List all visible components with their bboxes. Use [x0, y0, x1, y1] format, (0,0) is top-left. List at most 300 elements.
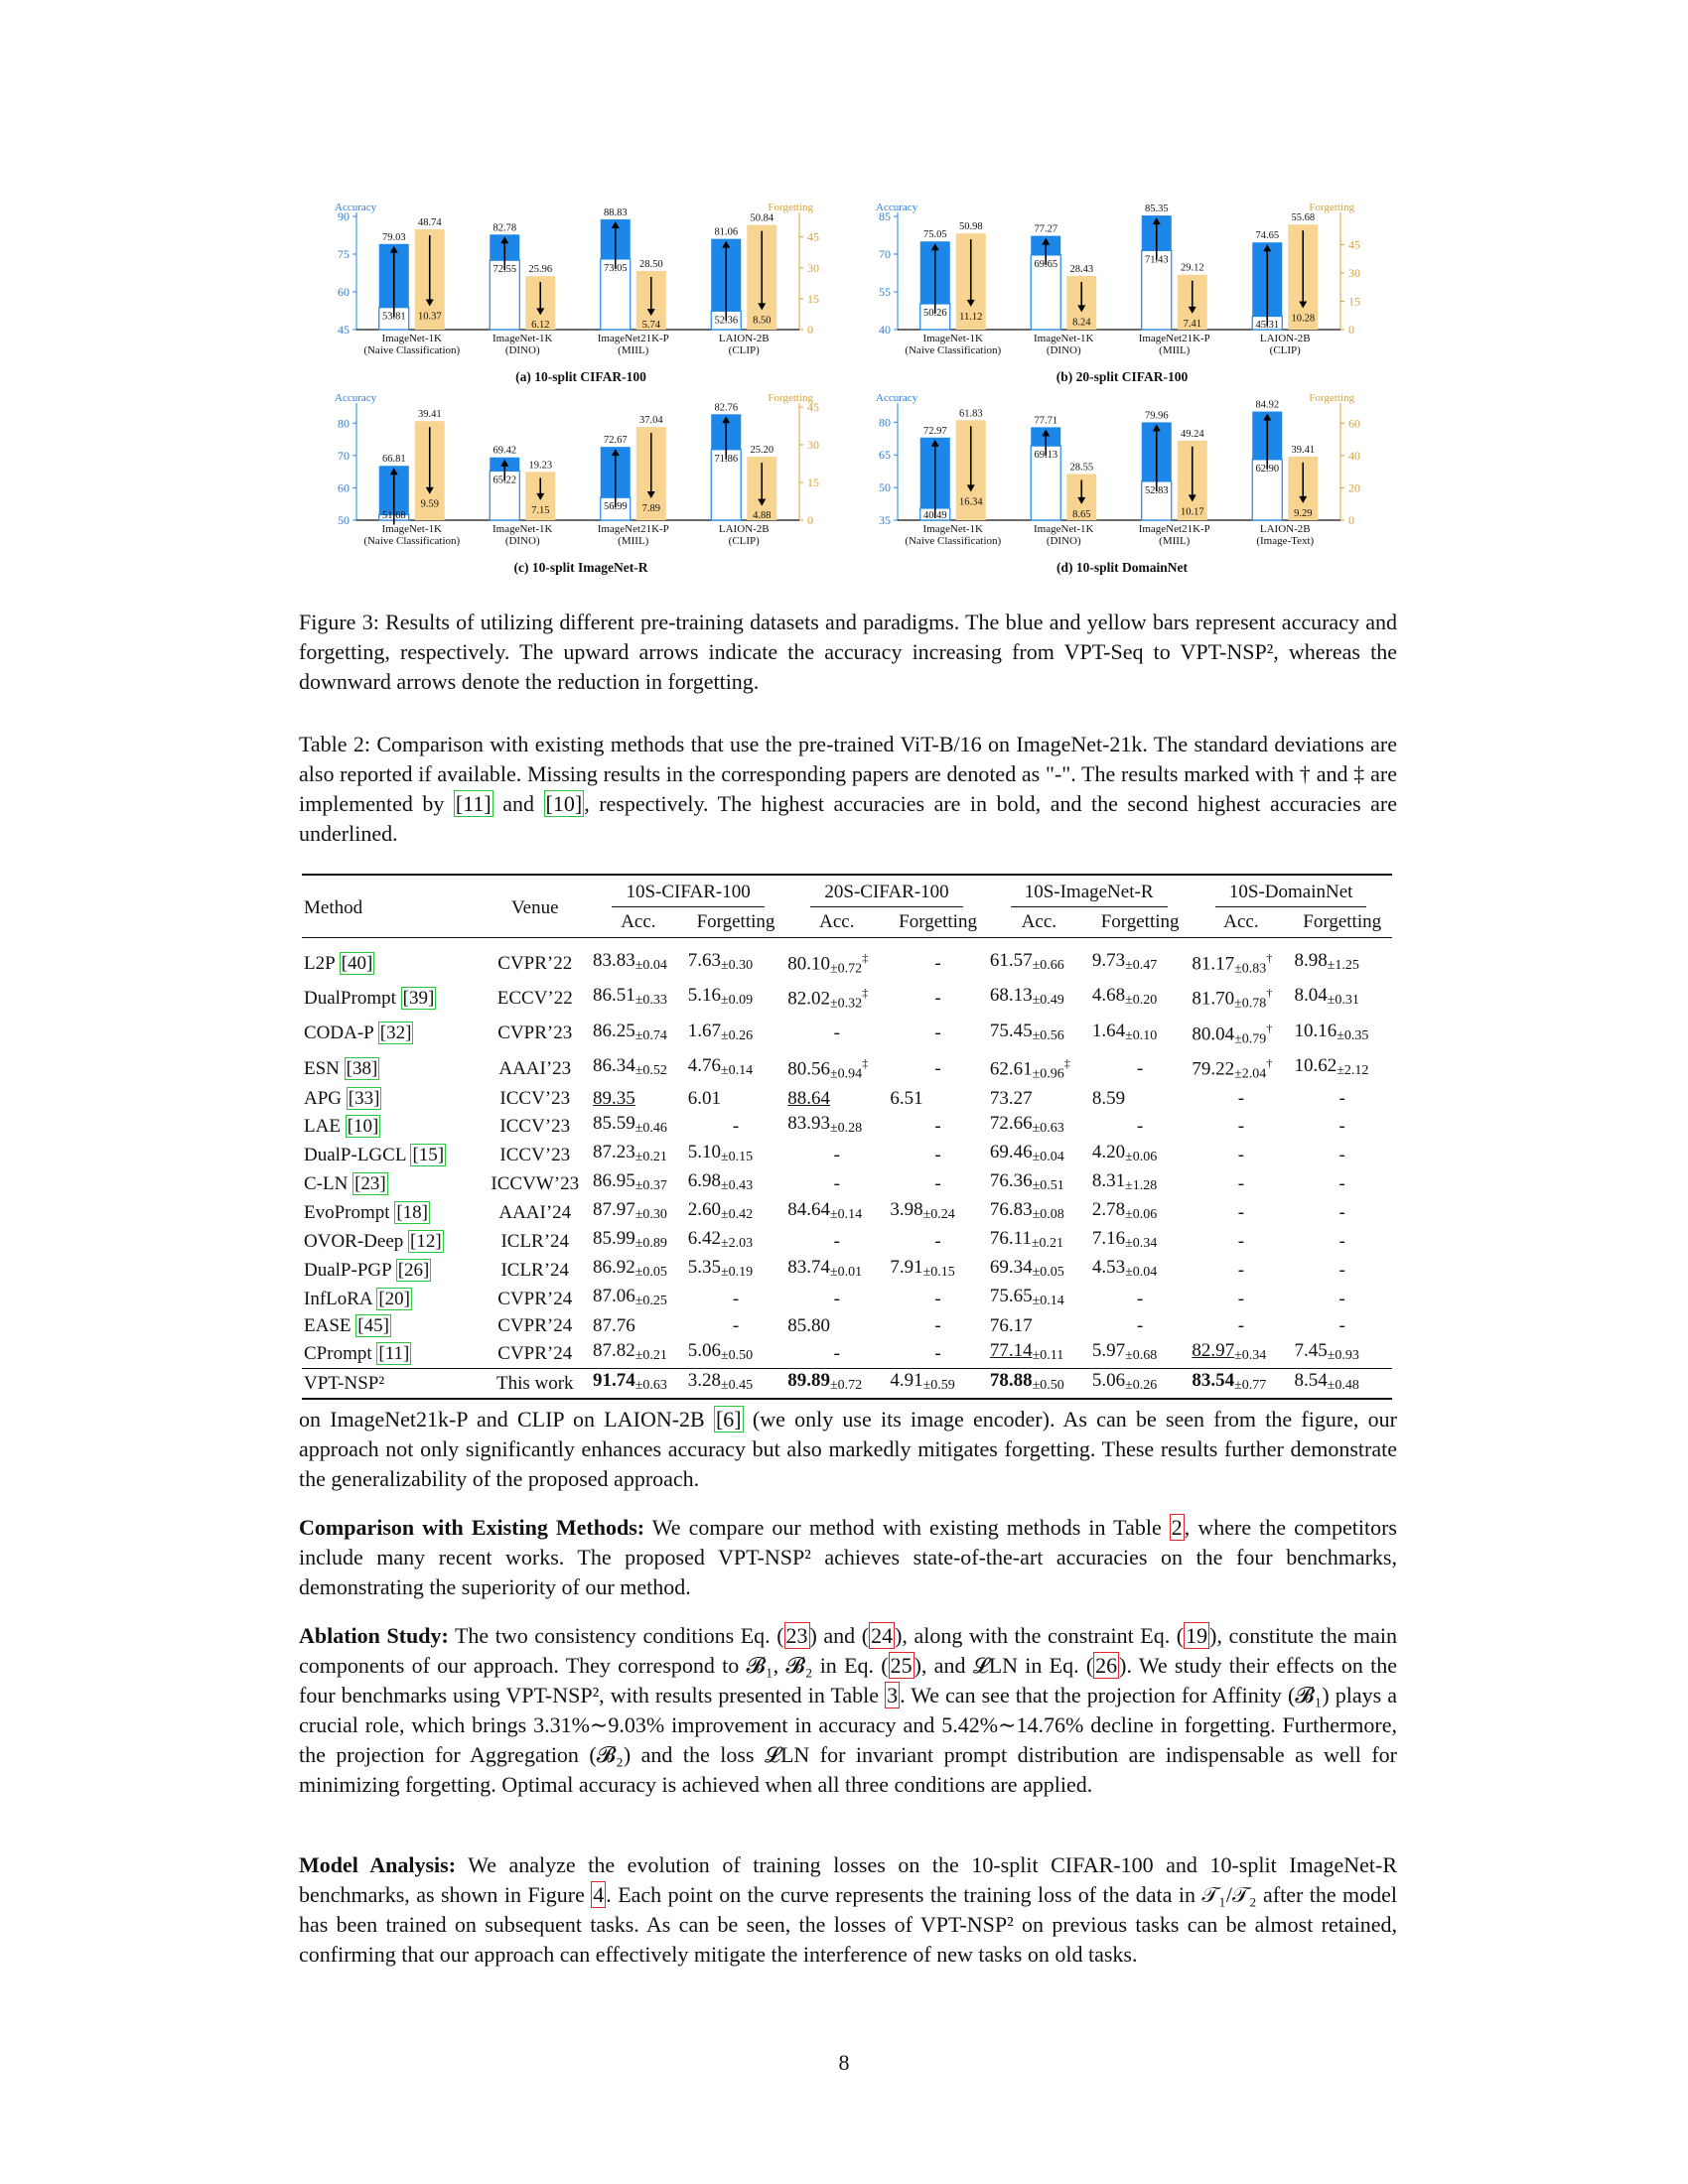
method-name: ESN: [304, 1057, 340, 1079]
x-tick-label: ImageNet-1K: [1034, 333, 1094, 344]
cell-value: -: [1237, 1172, 1245, 1194]
cell-value: -: [934, 1230, 941, 1252]
cell-value: 86.95: [592, 1170, 635, 1192]
cell-value: 83.54: [1192, 1370, 1235, 1392]
venue-cell: AAAI’24: [498, 1201, 572, 1223]
citation-link[interactable]: [11]: [455, 791, 492, 816]
forgetting-cell: [1292, 1256, 1392, 1285]
data-label-accuracy-before: 40.49: [922, 510, 947, 521]
forgetting-cell: [888, 938, 988, 982]
method-cell: [302, 981, 480, 1016]
std-dev: ±2.03: [721, 1236, 754, 1252]
accuracy-cell: [591, 1285, 686, 1313]
forgetting-cell: [888, 1369, 988, 1400]
std-dev: ±0.83: [1234, 961, 1267, 977]
y-tick-label: 0: [807, 323, 813, 337]
cell-value: -: [732, 1315, 740, 1337]
text: The two consistency conditions Eq. (: [448, 1623, 784, 1648]
citation-link[interactable]: [11]: [378, 1342, 410, 1364]
std-dev: ±0.26: [1125, 1378, 1158, 1394]
comparison-table: [302, 874, 1392, 1400]
table-ref-link[interactable]: 2: [1171, 1515, 1183, 1540]
equation-ref-link[interactable]: 26: [1095, 1653, 1118, 1678]
x-tick-label: ImageNet-1K: [922, 523, 983, 535]
text: ), constitute the main components of our approach. They correspond to 𝓑₁, 𝓑₂ in Eq. (: [299, 1623, 1398, 1678]
cell-value: 8.04: [1294, 985, 1328, 1007]
x-tick-label: (MIIL): [618, 535, 649, 547]
cell-value: -: [934, 987, 941, 1009]
text: (we only use its image encoder). As can be seen from the figure, our approach not only significantly enhances accuracy but also markedly mitigates forgetting. These results further demonstrate the generalizability of the proposed approach.: [299, 1407, 1397, 1491]
cell-value: -: [1237, 1259, 1245, 1281]
citation-link[interactable]: [15]: [412, 1144, 445, 1165]
table-row: [302, 1086, 1392, 1112]
cell-value: 89.89: [787, 1370, 830, 1392]
forgetting-cell: [1090, 1285, 1191, 1313]
accuracy-cell: [1190, 1339, 1292, 1369]
cell-value: 76.11: [989, 1228, 1032, 1250]
x-tick-label: ImageNet-1K: [492, 523, 553, 535]
data-label-accuracy-before: 73.05: [603, 262, 628, 274]
std-dev: ±0.33: [634, 993, 667, 1009]
std-dev: ±0.72: [830, 1378, 863, 1394]
accuracy-cell: [988, 1313, 1090, 1339]
cell-value: 5.35: [687, 1257, 721, 1279]
y-tick-label: 60: [1348, 416, 1360, 431]
std-dev: ±0.05: [1032, 1265, 1064, 1281]
citation-link[interactable]: [10]: [545, 791, 583, 816]
venue-cell: ICCV’23: [499, 1088, 571, 1110]
cell-value: 75.65: [989, 1286, 1033, 1307]
data-label-accuracy-before: 50.26: [922, 308, 947, 320]
forgetting-cell: [1292, 1313, 1392, 1339]
citation-link[interactable]: [32]: [379, 1023, 412, 1044]
std-dev: ±0.94: [830, 1066, 863, 1082]
data-label-forgetting-before: 19.23: [528, 460, 553, 472]
figure-ref-link[interactable]: 4: [593, 1882, 605, 1907]
accuracy-cell: [988, 1198, 1090, 1227]
accuracy-cell: [785, 938, 888, 982]
cell-value: 5.97: [1091, 1340, 1126, 1362]
page-number: 8: [838, 2050, 850, 2075]
cell-value: 61.57: [989, 950, 1033, 972]
accuracy-cell: [785, 1141, 888, 1169]
std-dev: ±0.49: [1032, 993, 1064, 1009]
std-dev: ±0.50: [1032, 1378, 1064, 1394]
std-dev: ±0.42: [721, 1207, 754, 1223]
std-dev: ±0.37: [634, 1178, 667, 1194]
x-tick-label: (Naive Classification): [363, 535, 461, 547]
cell-value: 89.35: [592, 1088, 635, 1110]
bar-chart-d: [864, 389, 1380, 560]
data-label-forgetting-before: 39.41: [1291, 444, 1316, 456]
cell-value: -: [1237, 1115, 1245, 1137]
citation-link[interactable]: [20]: [378, 1288, 411, 1309]
method-name: EvoPrompt: [304, 1201, 390, 1223]
table-row: [302, 1285, 1392, 1313]
cell-value: 4.53: [1091, 1257, 1126, 1279]
method-name: CPrompt: [304, 1342, 372, 1364]
accuracy-cell: [785, 1198, 888, 1227]
y-tick-label: 45: [338, 323, 350, 337]
figure-caption-text: Figure 3: Results of utilizing different pre-training datasets and paradigms. The blue and yellow bars represent accuracy and forgetting, respectively. The upward arrows indicate the accuracy increasing from VPT-Seq to VPT-NSP², whereas the downward arrows denote the reduction in forgetting.: [299, 610, 1397, 694]
x-tick-label: LAION-2B: [718, 523, 770, 535]
y-axis-label-forgetting: Forgetting: [1309, 392, 1354, 404]
accuracy-cell: [988, 1339, 1090, 1369]
x-tick-label: ImageNet-1K: [1034, 523, 1094, 535]
forgetting-cell: [1090, 1051, 1191, 1086]
citation-link[interactable]: [26]: [397, 1259, 430, 1281]
data-label-accuracy-before: 62.90: [1255, 463, 1280, 475]
header-group-label: 10S-ImageNet-R: [1011, 882, 1168, 907]
header-group: [591, 875, 785, 909]
forgetting-cell: [686, 1051, 786, 1086]
std-dev: ±0.35: [1336, 1027, 1369, 1043]
figure-panel-b: [864, 199, 1380, 387]
forgetting-cell: [686, 1285, 786, 1313]
y-tick-label: 30: [807, 260, 819, 275]
cell-value: -: [934, 1115, 941, 1137]
cell-value: 83.93: [787, 1113, 830, 1135]
method-cell: [302, 938, 480, 982]
data-label-forgetting-after: 9.29: [1294, 507, 1313, 519]
header-group-label: 10S-CIFAR-100: [612, 882, 764, 907]
y-tick-label: 15: [807, 476, 819, 489]
venue-cell: CVPR’24: [497, 1342, 573, 1364]
forgetting-cell: [686, 1369, 786, 1400]
accuracy-cell: [988, 1086, 1090, 1112]
bar-chart-c: [323, 389, 839, 560]
data-label-accuracy-before: 69.65: [1034, 258, 1058, 270]
std-dev: ±0.77: [1234, 1378, 1267, 1394]
cell-value: 4.20: [1091, 1142, 1126, 1163]
std-dev: ±0.68: [1125, 1348, 1158, 1364]
x-tick-label: (Image-Text): [1256, 535, 1315, 547]
cell-value: 69.34: [989, 1257, 1033, 1279]
cell-value: 8.31: [1091, 1170, 1126, 1192]
data-label-forgetting-before: 39.41: [417, 409, 442, 421]
cell-value: 9.73: [1091, 950, 1126, 972]
cell-value: -: [934, 1315, 941, 1337]
y-tick-label: 0: [1348, 323, 1354, 337]
data-label-forgetting-after: 6.12: [531, 320, 550, 331]
data-label-forgetting-before: 28.50: [638, 258, 663, 270]
forgetting-cell: [686, 1169, 786, 1198]
cell-value: -: [732, 1115, 740, 1137]
accuracy-cell: [1190, 1051, 1292, 1086]
std-dev: ±0.28: [830, 1121, 863, 1137]
cell-value: -: [1338, 1088, 1345, 1110]
forgetting-cell: [1292, 1017, 1392, 1051]
method-name: L2P: [304, 952, 335, 974]
data-label-forgetting-before: 25.20: [750, 445, 774, 457]
std-dev: ±0.66: [1032, 958, 1064, 974]
y-tick-label: 45: [807, 229, 819, 244]
table-row: [302, 1313, 1392, 1339]
accuracy-cell: [1190, 1256, 1292, 1285]
cell-value: 10.62: [1294, 1055, 1337, 1077]
data-label-accuracy-after: 72.97: [922, 425, 947, 437]
method-cell: [302, 1313, 480, 1339]
std-dev: ±0.06: [1125, 1207, 1158, 1223]
cell-value: 62.61: [989, 1058, 1033, 1080]
venue-cell: ICLR’24: [500, 1230, 570, 1252]
data-label-forgetting-before: 37.04: [638, 415, 663, 427]
header-forgetting: Forgetting: [1090, 909, 1191, 938]
cell-value: -: [1237, 1201, 1245, 1223]
header-method: Method: [302, 875, 480, 938]
table-row: [302, 1256, 1392, 1285]
venue-cell: This work: [480, 1369, 591, 1400]
header-acc: Acc.: [591, 909, 686, 938]
figure-panel-c: [323, 389, 839, 578]
header-group-label: 20S-CIFAR-100: [810, 882, 962, 907]
venue-cell: ICCV’23: [499, 1144, 571, 1165]
y-tick-label: 0: [1348, 513, 1354, 527]
method-name: CODA-P: [304, 1023, 374, 1044]
citation-link[interactable]: [10]: [347, 1115, 379, 1137]
accuracy-cell: [1190, 1313, 1292, 1339]
citation-link[interactable]: [18]: [396, 1201, 428, 1223]
cell-value: 83.83: [592, 950, 635, 972]
table-body: [302, 938, 1392, 1400]
std-dev: ±0.01: [830, 1265, 863, 1281]
table-row: [302, 1339, 1392, 1369]
std-dev: ±0.48: [1327, 1378, 1359, 1394]
cell-value: -: [934, 1023, 941, 1044]
cell-value: 4.76: [687, 1055, 721, 1077]
text: . Each point on the curve represents the training loss of the data in 𝒯₁/𝒯₂ after the model has been trained on subsequent tasks. As can be seen, the losses of VPT-NSP² on previous tasks can be almost retained, confirming that our approach can effectively mitigate the interference of new tasks on old tasks.: [299, 1882, 1398, 1967]
std-dev: ±0.21: [634, 1348, 667, 1364]
data-label-accuracy-before: 71.43: [1144, 254, 1169, 266]
citation-link[interactable]: [45]: [357, 1315, 389, 1337]
table-caption-text: Table 2: Comparison with existing methods that use the pre-trained ViT-B/16 on ImageNet-21k. The standard deviations are also reported if available. Missing results in the corresponding papers are denoted as "-". The results marked with † and ‡ are implemented by: [299, 732, 1397, 816]
cell-value: 7.91: [890, 1257, 923, 1279]
forgetting-cell: [888, 1198, 988, 1227]
data-label-forgetting-after: 7.41: [1183, 318, 1201, 330]
data-label-forgetting-after: 10.28: [1291, 313, 1316, 325]
cell-value: 7.16: [1091, 1228, 1126, 1250]
cell-value: -: [1136, 1288, 1144, 1309]
header-forgetting: Forgetting: [888, 909, 988, 938]
forgetting-cell: [888, 1169, 988, 1198]
data-label-accuracy-after: 69.42: [492, 445, 517, 457]
cell-value: -: [833, 1288, 840, 1309]
cell-value: 80.56: [787, 1058, 830, 1080]
panel-title: (b) 20-split CIFAR-100: [1055, 369, 1189, 384]
cell-value: 85.80: [787, 1315, 830, 1337]
cell-value: 69.46: [989, 1142, 1033, 1163]
forgetting-cell: [1292, 1112, 1392, 1141]
venue-cell: ICLR’24: [500, 1259, 570, 1281]
citation-link[interactable]: [12]: [410, 1230, 442, 1252]
data-label-forgetting-before: 25.96: [528, 264, 553, 276]
data-label-forgetting-after: 8.65: [1072, 508, 1091, 520]
accuracy-cell: [591, 1169, 686, 1198]
citation-link[interactable]: [39]: [402, 987, 435, 1009]
accuracy-cell: [1190, 1086, 1292, 1112]
table-caption-text: , respectively. The highest accuracies are in bold, and the second highest accuracies are underlined.: [299, 791, 1397, 846]
data-label-accuracy-after: 77.27: [1034, 223, 1058, 235]
citation-link[interactable]: [40]: [341, 952, 373, 974]
cell-value: 2.60: [687, 1199, 721, 1221]
cell-value: -: [833, 1023, 840, 1044]
method-cell: [302, 1227, 480, 1256]
cell-value: 5.06: [1091, 1370, 1126, 1392]
table-row: [302, 1017, 1392, 1051]
forgetting-cell: [1090, 1169, 1191, 1198]
venue-cell: ECCV’22: [496, 987, 573, 1009]
forgetting-cell: [686, 981, 786, 1016]
footnote-mark: ‡: [1063, 1055, 1070, 1070]
cell-value: 80.04: [1192, 1023, 1235, 1044]
footnote-mark: †: [1266, 1055, 1273, 1070]
citation-link[interactable]: [38]: [346, 1057, 378, 1079]
std-dev: ±0.45: [721, 1378, 754, 1394]
accuracy-cell: [591, 1017, 686, 1051]
method-cell: [302, 1141, 480, 1169]
x-tick-label: (MIIL): [1159, 344, 1191, 356]
x-tick-label: (Naive Classification): [905, 344, 1002, 356]
figure-3: [323, 199, 1370, 581]
accuracy-cell: [988, 1141, 1090, 1169]
cell-value: 82.97: [1192, 1340, 1235, 1362]
paragraph-ablation: [299, 1621, 1397, 1800]
table-row: [302, 938, 1392, 982]
data-label-forgetting-after: 11.12: [959, 311, 983, 323]
y-tick-label: 85: [879, 209, 891, 223]
std-dev: ±0.14: [721, 1063, 754, 1079]
data-label-accuracy-before: 52.36: [714, 315, 739, 327]
table-ref-link[interactable]: 3: [887, 1683, 899, 1707]
y-tick-label: 80: [879, 415, 891, 430]
std-dev: ±0.15: [721, 1150, 754, 1165]
y-tick-label: 80: [338, 416, 350, 431]
method-cell: [302, 1112, 480, 1141]
std-dev: ±0.43: [721, 1178, 754, 1194]
equation-ref-link[interactable]: 23: [785, 1623, 808, 1648]
forgetting-cell: [686, 1086, 786, 1112]
y-tick-label: 55: [879, 285, 891, 299]
accuracy-cell: [591, 1086, 686, 1112]
cell-value: 2.78: [1091, 1199, 1126, 1221]
x-tick-label: (DINO): [504, 535, 540, 547]
text: We analyze the evolution of training losses on the 10-split CIFAR-100 and 10-split ImageNet-R benchmarks, as shown in Figure: [299, 1852, 1397, 1907]
std-dev: ±0.89: [634, 1236, 667, 1252]
venue-cell: ICCV’23: [499, 1115, 571, 1137]
std-dev: ±0.11: [1032, 1348, 1064, 1364]
accuracy-cell: [785, 1051, 888, 1086]
citation-link[interactable]: [33]: [348, 1088, 380, 1110]
accuracy-cell: [591, 981, 686, 1016]
cell-value: -: [1237, 1288, 1245, 1309]
panel-title: (d) 10-split DomainNet: [1056, 560, 1188, 575]
equation-ref-link[interactable]: 24: [871, 1623, 894, 1648]
x-tick-label: ImageNet-1K: [492, 333, 553, 344]
std-dev: ±0.04: [1032, 1150, 1064, 1165]
cell-value: -: [833, 1230, 840, 1252]
std-dev: ±0.52: [634, 1063, 667, 1079]
accuracy-cell: [785, 1112, 888, 1141]
cell-value: -: [934, 952, 941, 974]
cell-value: 83.74: [787, 1257, 830, 1279]
cell-value: -: [1136, 1315, 1144, 1337]
x-tick-label: LAION-2B: [1259, 523, 1311, 535]
cell-value: -: [1338, 1201, 1345, 1223]
table-caption-text: and: [492, 791, 544, 816]
std-dev: ±0.25: [634, 1294, 667, 1309]
accuracy-cell: [1190, 1227, 1292, 1256]
equation-ref-link[interactable]: 19: [1186, 1623, 1208, 1648]
forgetting-cell: [888, 1285, 988, 1313]
data-label-accuracy-after: 81.06: [714, 226, 739, 238]
cell-value: -: [1237, 1088, 1245, 1110]
data-label-forgetting-after: 8.50: [753, 315, 772, 327]
std-dev: ±0.09: [721, 993, 754, 1009]
method-name: InfLoRA: [304, 1288, 372, 1309]
cell-value: 8.59: [1091, 1088, 1126, 1110]
y-tick-label: 50: [879, 480, 891, 495]
accuracy-cell: [988, 1256, 1090, 1285]
table-row: [302, 1112, 1392, 1141]
data-label-forgetting-before: 50.98: [958, 221, 983, 233]
header-group: [988, 875, 1191, 909]
method-name: EASE: [304, 1315, 352, 1337]
data-label-accuracy-before: 71.86: [714, 453, 739, 465]
cell-value: -: [1338, 1230, 1345, 1252]
forgetting-cell: [888, 1086, 988, 1112]
method-cell: [302, 1256, 480, 1285]
footnote-mark: †: [1266, 951, 1273, 965]
method-name: DualP-LGCL: [304, 1144, 406, 1165]
data-label-forgetting-after: 8.24: [1072, 317, 1091, 329]
std-dev: ±0.34: [1234, 1348, 1267, 1364]
std-dev: ±0.26: [721, 1027, 754, 1043]
cell-value: 7.63: [687, 950, 721, 972]
forgetting-cell: [888, 1112, 988, 1141]
bar-chart-a: [323, 199, 839, 369]
accuracy-cell: [785, 1086, 888, 1112]
cell-value: 85.99: [592, 1228, 635, 1250]
accuracy-cell: [591, 1198, 686, 1227]
citation-link[interactable]: [6]: [715, 1407, 742, 1432]
citation-link[interactable]: [23]: [354, 1172, 386, 1194]
header-venue: Venue: [480, 875, 591, 938]
accuracy-cell: [785, 1256, 888, 1285]
forgetting-cell: [1090, 1112, 1191, 1141]
forgetting-cell: [1090, 1227, 1191, 1256]
cell-value: 1.64: [1091, 1020, 1126, 1041]
std-dev: ±1.28: [1125, 1178, 1158, 1194]
accuracy-cell: [785, 1285, 888, 1313]
text: ) and (: [809, 1623, 870, 1648]
equation-ref-link[interactable]: 25: [890, 1653, 913, 1678]
table-row: [302, 1198, 1392, 1227]
venue-cell: CVPR’24: [497, 1288, 573, 1309]
figure-panel-a: [323, 199, 839, 387]
std-dev: ±0.34: [1125, 1236, 1158, 1252]
forgetting-cell: [1090, 1086, 1191, 1112]
forgetting-cell: [1292, 1169, 1392, 1198]
data-label-forgetting-before: 49.24: [1180, 428, 1204, 440]
footnote-mark: †: [1266, 1021, 1273, 1035]
cell-value: 77.14: [989, 1340, 1033, 1362]
forgetting-cell: [1292, 1339, 1392, 1369]
y-tick-label: 45: [1348, 237, 1360, 252]
data-label-accuracy-after: 82.78: [492, 222, 517, 234]
forgetting-cell: [1292, 1285, 1392, 1313]
forgetting-cell: [686, 1227, 786, 1256]
bar-chart-b: [864, 199, 1380, 369]
